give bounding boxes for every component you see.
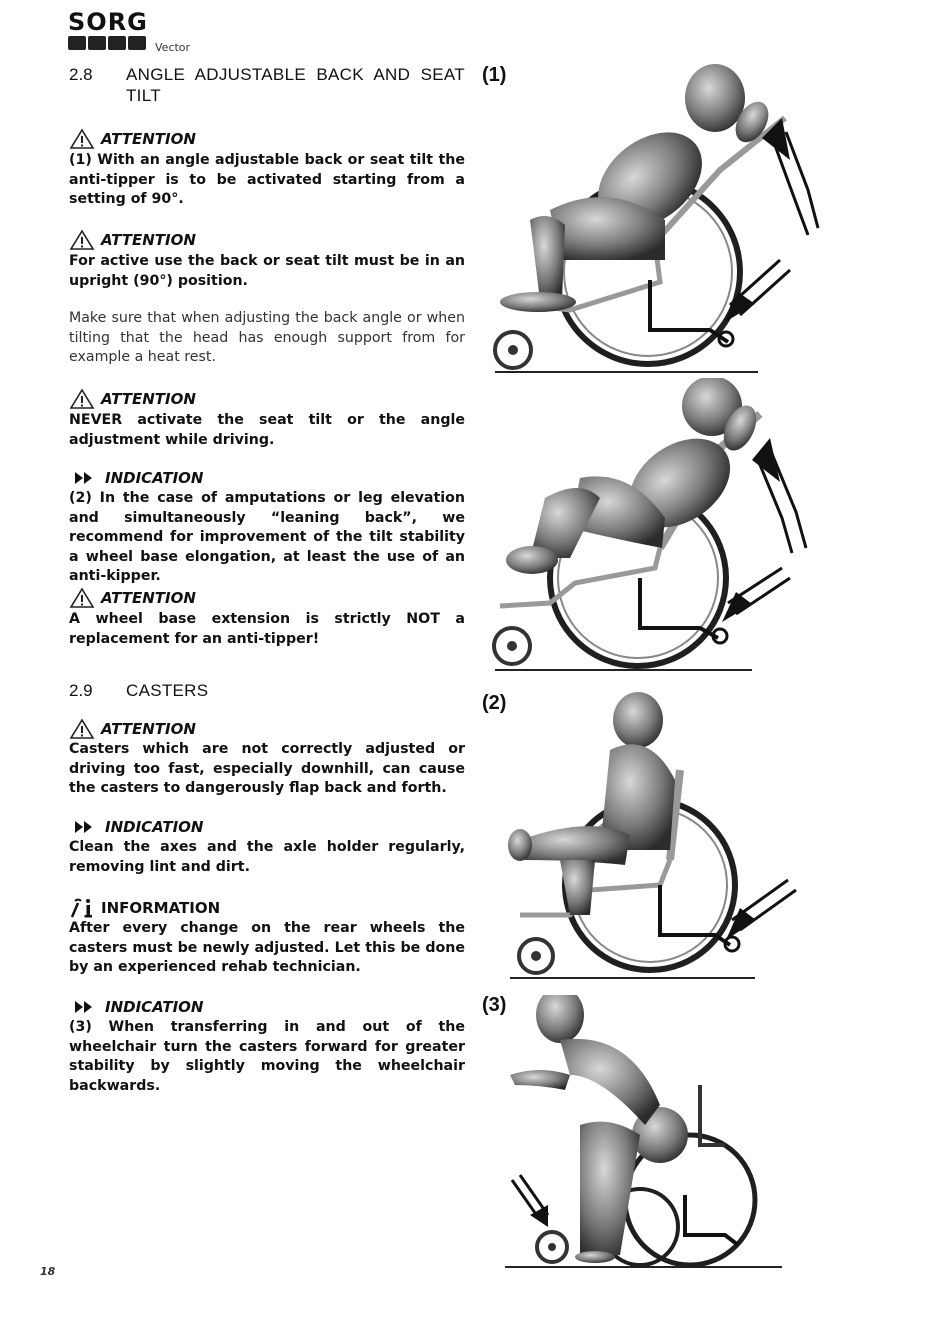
- section-number: 2.9: [69, 681, 93, 700]
- attention-label-text: ATTENTION: [101, 130, 196, 148]
- body-paragraph: Make sure that when adjusting the back angle or when tilting that the head has enough support from for example a heat rest.: [69, 310, 465, 365]
- brand-logo-mark: [68, 36, 146, 50]
- indication-label-text: INDICATION: [105, 469, 204, 487]
- information-text: After every change on the rear wheels the casters must be newly adjusted. Let this be done by an experienced rehab technician.: [69, 920, 465, 975]
- warning-triangle-icon: [69, 229, 95, 251]
- attention-label: [69, 587, 196, 609]
- double-arrow-icon: [69, 998, 99, 1016]
- warning-triangle-icon: [69, 587, 95, 609]
- double-arrow-icon: [69, 818, 99, 836]
- section-heading-2-9: [69, 680, 465, 701]
- indication-text: Clean the axes and the axle holder regularly, removing lint and dirt.: [69, 839, 465, 875]
- double-arrow-icon: [69, 469, 99, 487]
- indication-label-text: INDICATION: [105, 998, 204, 1016]
- warning-triangle-icon: [69, 128, 95, 150]
- attention-text: A wheel base extension is strictly NOT a replacement for an anti-tipper!: [69, 611, 465, 647]
- section-title: CASTERS: [126, 681, 209, 700]
- attention-text: For active use the back or seat tilt must be in an upright (90°) position.: [69, 253, 465, 289]
- page-number: 18: [40, 1265, 56, 1278]
- indication-label: [69, 816, 203, 838]
- transfer-wheelchair-illustration: [500, 995, 800, 1275]
- attention-label: [69, 229, 196, 251]
- tool-info-icon: [69, 897, 95, 919]
- section-title: ANGLE ADJUSTABLE BACK AND SEAT TILT: [126, 65, 465, 105]
- indication-label: [69, 996, 203, 1018]
- brand-name: SORG: [68, 8, 148, 36]
- tilted-back-wheelchair-illustration: [490, 60, 820, 378]
- information-label: [69, 897, 220, 919]
- upright-wheelchair-illustration: [500, 690, 800, 982]
- section-heading-2-8: [69, 64, 465, 106]
- reclined-wheelchair-illustration: [490, 378, 820, 676]
- attention-text: Casters which are not correctly adjusted or driving too fast, especially downhill, can cause the casters to dangerously flap back and forth.: [69, 741, 465, 796]
- attention-text: (1) With an angle adjustable back or seat tilt the anti-tipper is to be activated starting from a setting of 90°.: [69, 152, 465, 207]
- indication-label: [69, 467, 203, 489]
- attention-label-text: ATTENTION: [101, 720, 196, 738]
- figure-label-3: (3): [482, 994, 507, 1016]
- figure-label-1: (1): [482, 64, 507, 86]
- warning-triangle-icon: [69, 388, 95, 410]
- section-number: 2.8: [69, 65, 93, 84]
- indication-label-text: INDICATION: [105, 818, 204, 836]
- indication-text: (3) When transferring in and out of the wheelchair turn the casters forward for greater stability by slightly moving the wheelchair backwards.: [69, 1019, 465, 1094]
- attention-text: NEVER activate the seat tilt or the angle adjustment while driving.: [69, 412, 465, 448]
- product-name: Vector: [155, 41, 191, 54]
- attention-label: [69, 128, 196, 150]
- brand-logo: [68, 10, 198, 54]
- figure-label-2: (2): [482, 692, 507, 714]
- indication-text: (2) In the case of amputations or leg elevation and simultaneously “leaning back”, we recommend for improvement of the tilt stability a wheel base elongation, at least the use of an anti-kipper.: [69, 490, 465, 584]
- attention-label: [69, 388, 196, 410]
- attention-label: [69, 718, 196, 740]
- attention-label-text: ATTENTION: [101, 589, 196, 607]
- attention-label-text: ATTENTION: [101, 231, 196, 249]
- warning-triangle-icon: [69, 718, 95, 740]
- information-label-text: INFORMATION: [101, 899, 221, 917]
- attention-label-text: ATTENTION: [101, 390, 196, 408]
